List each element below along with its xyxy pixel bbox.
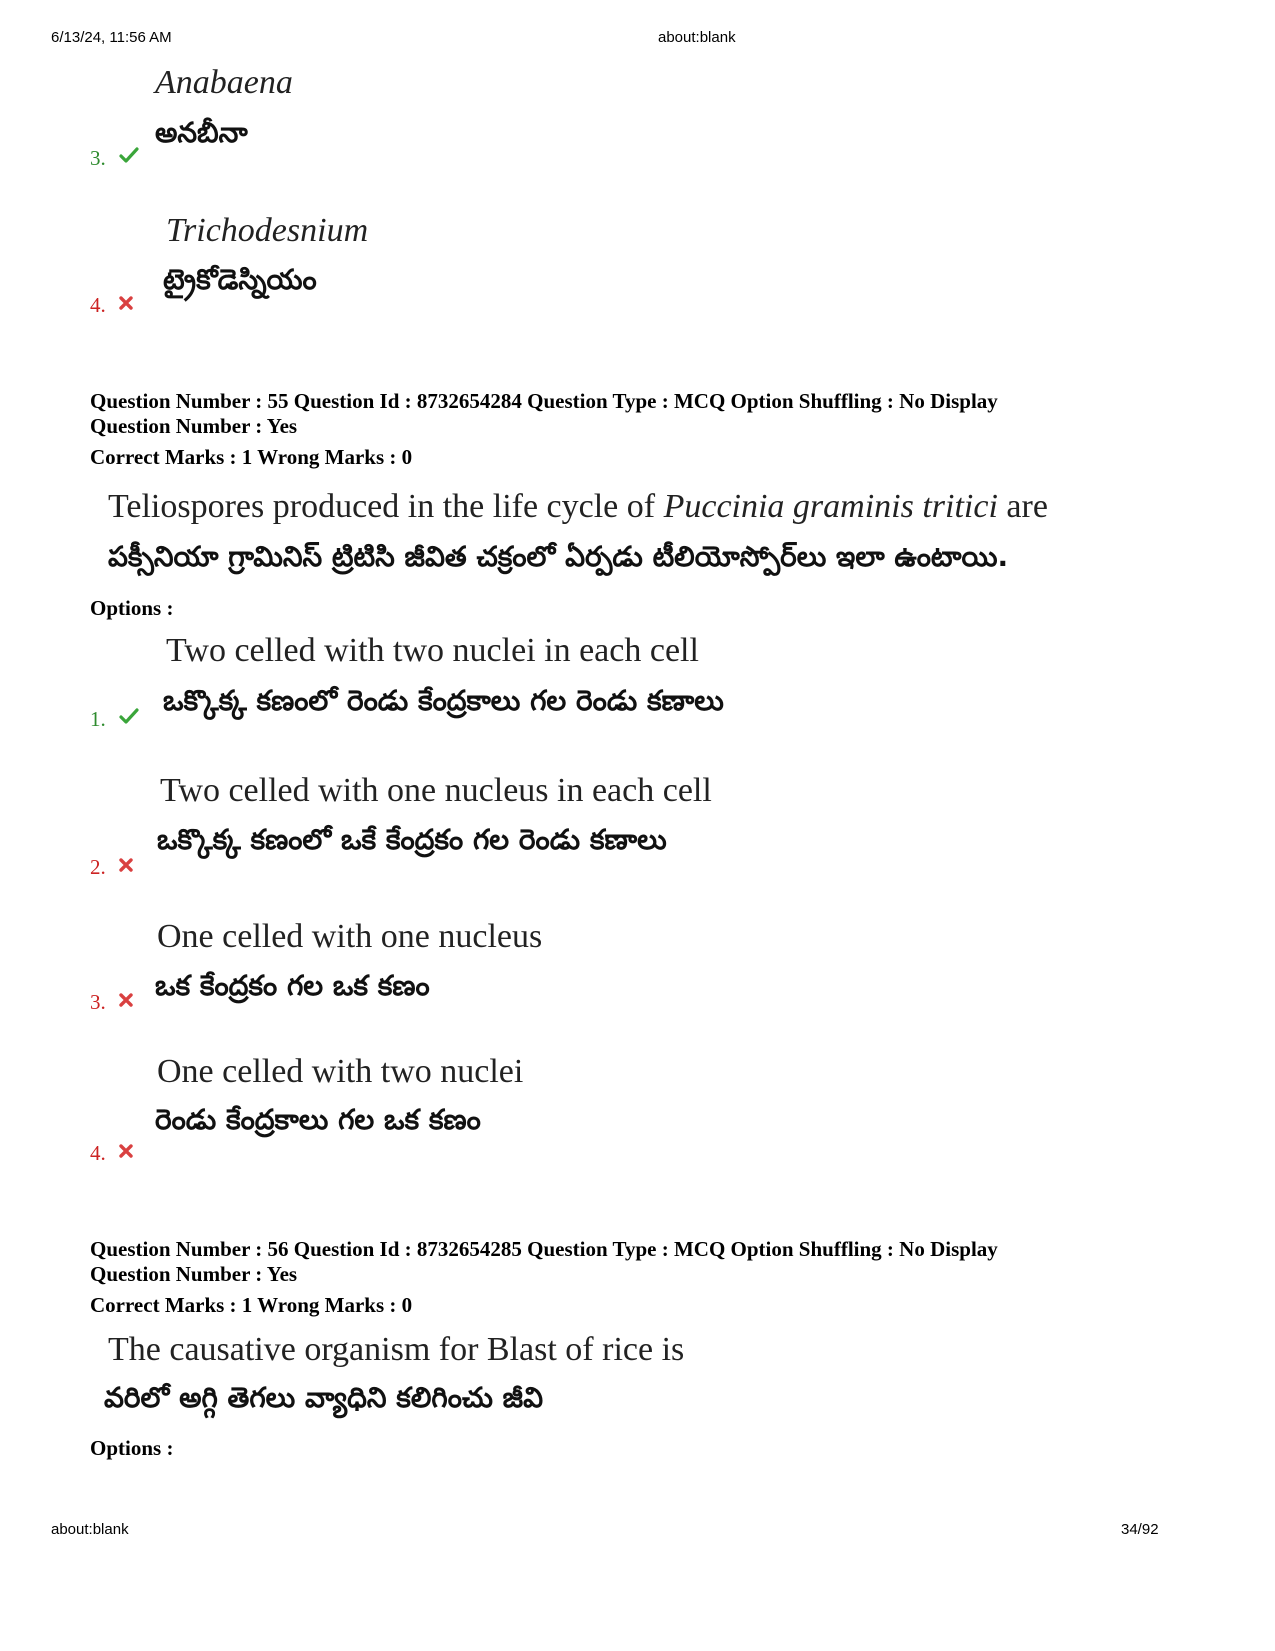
q55-question-english [108, 488, 1048, 526]
option-number-label: 2. [90, 855, 106, 879]
q55-option-1-telugu: ఒక్కొక్క కణంలో రెండు కేంద్రకాలు గల రెండు కణాలు [163, 684, 724, 717]
q55-question-text: Teliospores produced in the life cycle of [108, 488, 664, 525]
option-number-label: 4. [90, 1141, 106, 1165]
q55-species-name: Puccinia graminis tritici [663, 488, 998, 525]
q55-option-2-english: Two celled with one nucleus in each cell [160, 772, 712, 809]
q56-options-label: Options : [90, 1436, 174, 1460]
page-number: 34/92 [1121, 1521, 1159, 1538]
option-3-number [90, 144, 139, 171]
q55-question-telugu: పక్సీనియా గ్రామినిస్ ట్రిటిసి జీవిత చక్రంలో ఏర్పడు టీలియోస్పోర్‌లు ఇలా ఉంటాయి. [108, 540, 1009, 573]
q55-option-2-telugu: ఒక్కొక్క కణంలో ఒకే కేంద్రకం గల రెండు కణాలు [157, 823, 667, 856]
q55-option-1-english: Two celled with two nuclei in each cell [166, 632, 699, 669]
q56-marks: Correct Marks : 1 Wrong Marks : 0 [90, 1293, 413, 1317]
option-4-english: Trichodesnium [166, 212, 369, 249]
q55-option-3-english: One celled with one nucleus [157, 918, 543, 955]
q55-option-1-number [90, 705, 139, 732]
cross-icon [119, 291, 133, 316]
option-3-telugu: అనబీనా [155, 116, 248, 149]
print-datetime: 6/13/24, 11:56 AM [51, 29, 172, 46]
option-number-label: 3. [90, 990, 106, 1014]
option-number-label: 1. [90, 707, 106, 731]
cross-icon [119, 853, 133, 878]
option-3-english: Anabaena [155, 64, 293, 101]
q56-meta-line1: Question Number : 56 Question Id : 8732654285 Question Type : MCQ Option Shuffling : No Display [90, 1237, 998, 1261]
cross-icon [119, 988, 133, 1013]
q56-question-telugu: వరిలో అగ్గి తెగలు వ్యాధిని కలిగించు జీవి [104, 1381, 544, 1414]
q55-option-4-number [90, 1139, 133, 1166]
q55-question-suffix: are [997, 488, 1048, 525]
q55-option-3-telugu: ఒక కేంద్రకం గల ఒక కణం [155, 969, 430, 1002]
q55-option-3-number [90, 988, 133, 1015]
check-icon [119, 705, 139, 730]
q55-option-4-english: One celled with two nuclei [157, 1053, 524, 1090]
print-url-footer: about:blank [51, 1521, 129, 1538]
option-4-number [90, 291, 133, 318]
q55-marks: Correct Marks : 1 Wrong Marks : 0 [90, 445, 413, 469]
q56-question-english: The causative organism for Blast of rice is [108, 1331, 685, 1368]
print-url-header: about:blank [658, 29, 736, 46]
option-number-label: 4. [90, 293, 106, 317]
cross-icon [119, 1139, 133, 1164]
q55-meta-line1: Question Number : 55 Question Id : 8732654284 Question Type : MCQ Option Shuffling : No Display [90, 389, 998, 413]
q55-option-2-number [90, 853, 133, 880]
q56-meta-line2: Question Number : Yes [90, 1262, 298, 1286]
q55-meta-line2: Question Number : Yes [90, 414, 298, 438]
option-number-label: 3. [90, 146, 106, 170]
check-icon [119, 144, 139, 169]
q55-options-label: Options : [90, 596, 174, 620]
q55-option-4-telugu: రెండు కేంద్రకాలు గల ఒక కణం [155, 1103, 481, 1136]
option-4-telugu: ట్రైకోడెస్నియం [163, 263, 317, 296]
